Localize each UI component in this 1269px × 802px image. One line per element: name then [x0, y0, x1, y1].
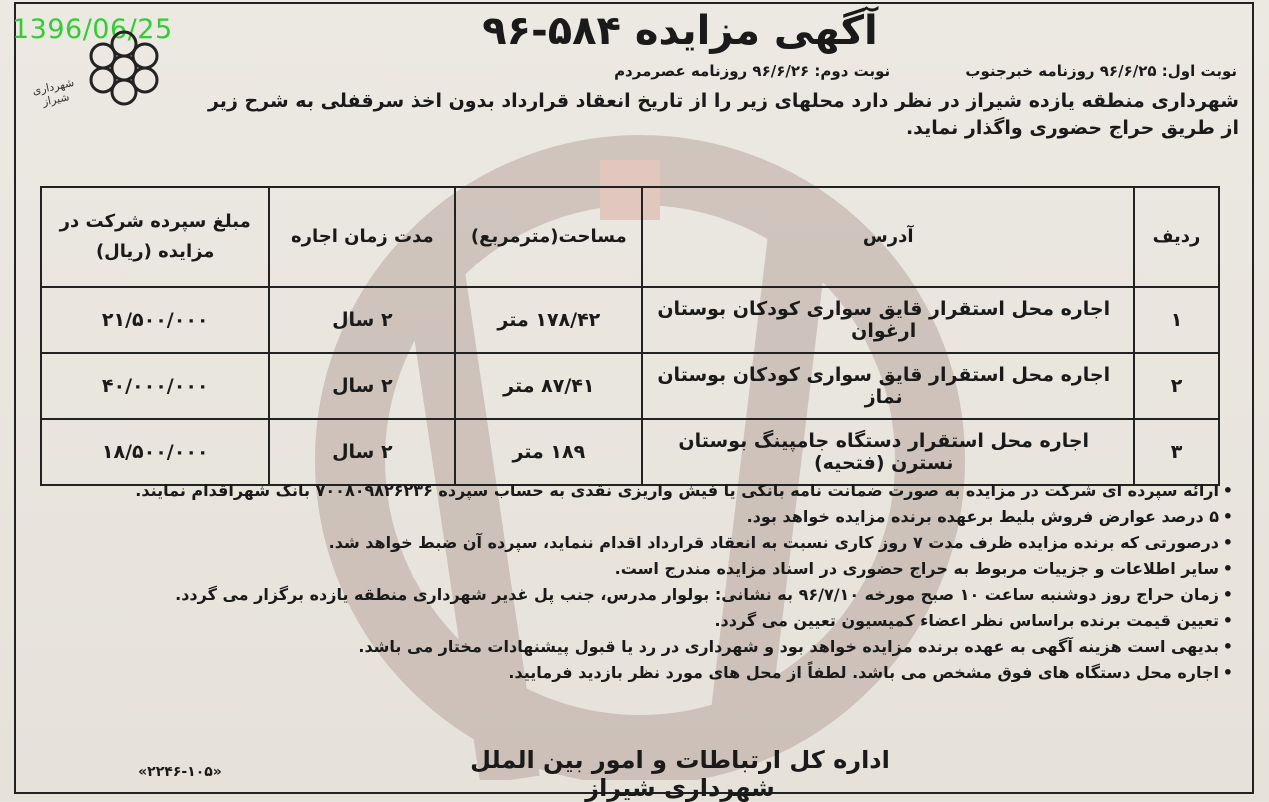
row-deposit: ۴۰/۰۰۰/۰۰۰ — [41, 353, 269, 419]
row-number: ۲ — [1134, 353, 1219, 419]
date-stamp: 1396/06/25 — [12, 14, 173, 45]
ad-title: آگهی مزایده ۵۸۴-۹۶ — [482, 8, 878, 54]
row-area: ۱۸۹ متر — [455, 419, 642, 485]
row-address: اجاره محل استقرار قایق سواری کودکان بوستان ارغوان — [642, 287, 1134, 353]
header-deposit: مبلغ سپرده شرکت در مزایده (ریال) — [41, 187, 269, 287]
second-turn: نوبت دوم: ۹۶/۶/۲۶ روزنامه عصرمردم — [614, 62, 891, 80]
row-address: اجاره محل استقرار قایق سواری کودکان بوستان نماز — [642, 353, 1134, 419]
intro-paragraph — [169, 88, 1239, 142]
shiraz-municipality-logo-icon — [78, 28, 170, 108]
row-lease-term: ۲ سال — [269, 353, 455, 419]
header-row-number: ردیف — [1134, 187, 1219, 287]
table-row — [41, 419, 1219, 485]
row-deposit: ۱۸/۵۰۰/۰۰۰ — [41, 419, 269, 485]
bullet-icon: • — [1222, 481, 1233, 500]
list-item: •تعیین قیمت برنده براساس نظر اعضاء کمیسیون تعیین می گردد. — [13, 608, 1233, 634]
header-lease-term: مدت زمان اجاره — [269, 187, 455, 287]
auction-items-table — [40, 186, 1220, 486]
bullet-icon: • — [1222, 585, 1233, 604]
header-address: آدرس — [642, 187, 1134, 287]
logo-caption: شهرداری شیراز — [31, 75, 76, 109]
table-row — [41, 353, 1219, 419]
bullet-icon: • — [1222, 663, 1233, 682]
list-item: •درصورتی که برنده مزایده ظرف مدت ۷ روز کاری نسبت به انعقاد قرارداد اقدام ننماید، سپرده آن ضبط خواهد شد. — [13, 530, 1233, 556]
bullet-icon: • — [1222, 507, 1233, 526]
intro-line-2: از طریق حراج حضوری واگذار نماید. — [905, 117, 1239, 139]
intro-line-1: شهرداری منطقه یازده شیراز در نظر دارد محلهای زیر را از تاریخ انعقاد قرارداد بدون اخذ سرقفلی به شرح زیر — [207, 90, 1239, 112]
reference-code: «۲۲۴۶-۱۰۵» — [138, 764, 222, 780]
issuer-signature: اداره کل ارتباطات و امور بین الملل شهرداری شیراز — [470, 746, 890, 802]
row-lease-term: ۲ سال — [269, 287, 455, 353]
first-turn: نوبت اول: ۹۶/۶/۲۵ روزنامه خبرجنوب — [965, 62, 1237, 80]
list-item: •سایر اطلاعات و جزییات مربوط به حراج حضوری در اسناد مزایده مندرج است. — [13, 556, 1233, 582]
table-row — [41, 287, 1219, 353]
row-number: ۱ — [1134, 287, 1219, 353]
row-lease-term: ۲ سال — [269, 419, 455, 485]
bullet-icon: • — [1222, 559, 1233, 578]
row-area: ۱۷۸/۴۲ متر — [455, 287, 642, 353]
list-item: •بدیهی است هزینه آگهی به عهده برنده مزایده خواهد بود و شهرداری در رد یا قبول پیشنهادات مختار می باشد. — [13, 634, 1233, 660]
row-address: اجاره محل استقرار دستگاه جامپینگ بوستان نسترن (فتحیه) — [642, 419, 1134, 485]
row-deposit: ۲۱/۵۰۰/۰۰۰ — [41, 287, 269, 353]
bullet-icon: • — [1222, 637, 1233, 656]
header-area: مساحت(مترمربع) — [455, 187, 642, 287]
list-item: •۵ درصد عوارض فروش بلیط برعهده برنده مزایده خواهد بود. — [13, 504, 1233, 530]
list-item: •زمان حراج روز دوشنبه ساعت ۱۰ صبح مورخه ۹۶/۷/۱۰ به نشانی: بولوار مدرس، جنب پل غدیر شهرداری منطقه یازده برگزار می گردد. — [13, 582, 1233, 608]
bullet-icon: • — [1222, 611, 1233, 630]
list-item: •اجاره محل دستگاه های فوق مشخص می باشد. لطفاً از محل های مورد نظر بازدید فرمایید. — [13, 660, 1233, 686]
bullet-icon: • — [1222, 533, 1233, 552]
row-number: ۳ — [1134, 419, 1219, 485]
row-area: ۸۷/۴۱ متر — [455, 353, 642, 419]
list-item: •ارائه سپرده ای شرکت در مزایده به صورت ضمانت نامه بانکی یا فیش واریزی نقدی به حساب سپرده ۷۰۰۸۰۹۸۲۶۲۳۶ بانک شهراقدام نمایند. — [13, 478, 1233, 504]
publication-turns — [337, 62, 1237, 80]
table-header-row — [41, 187, 1219, 287]
conditions-list — [13, 478, 1233, 686]
